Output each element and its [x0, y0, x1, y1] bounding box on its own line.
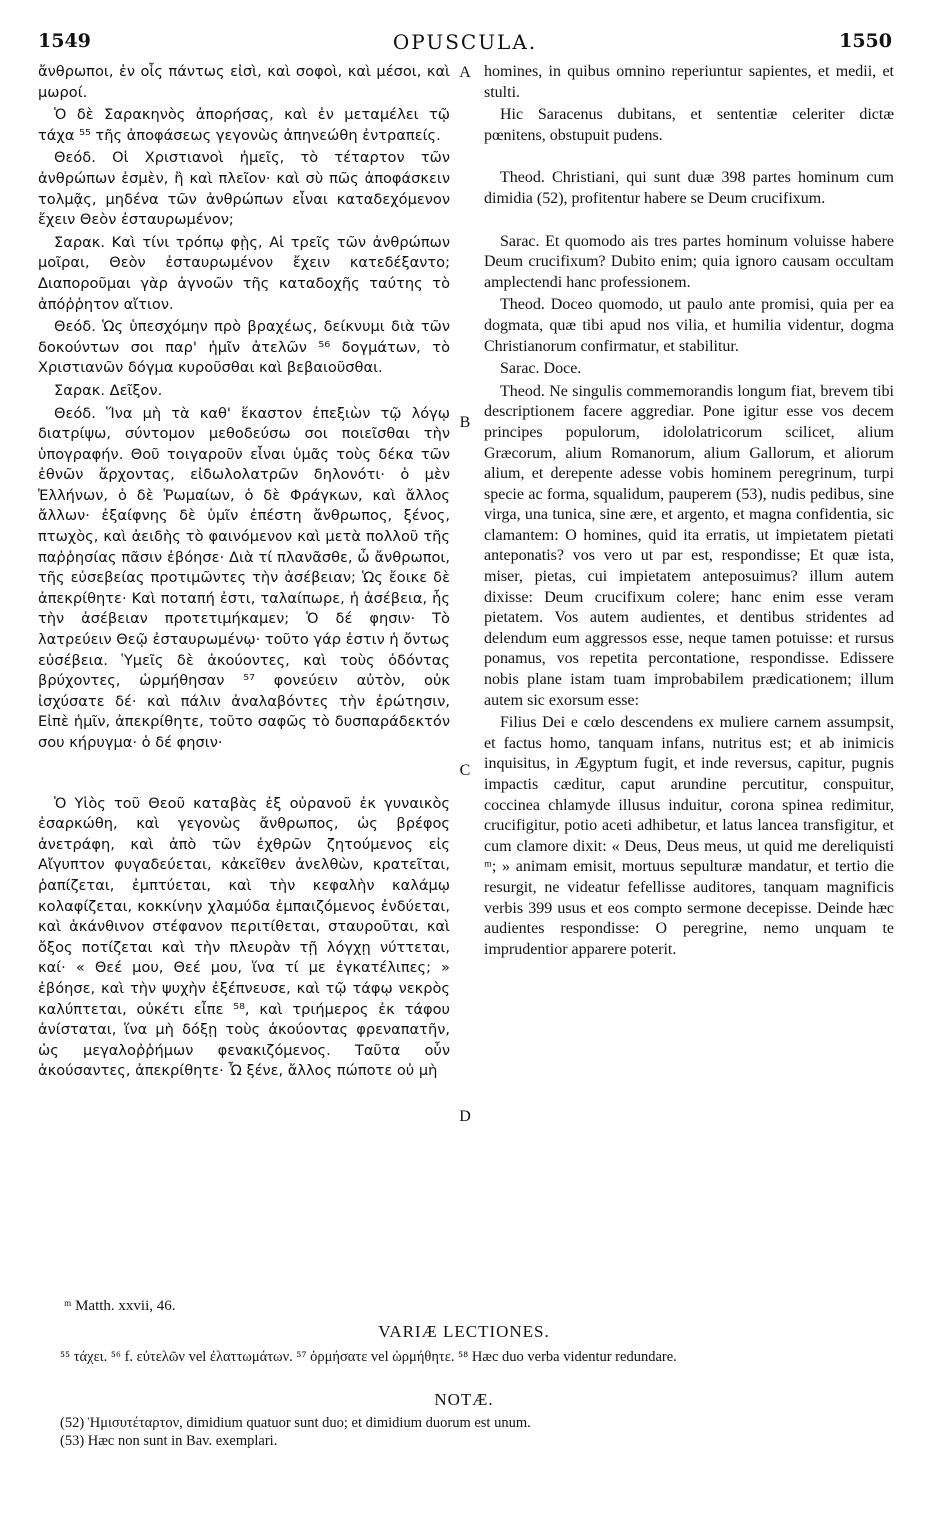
running-title: OPUSCULA.	[392, 30, 538, 54]
margin-marker-c: C	[459, 762, 471, 779]
variae-lectiones-text	[60, 1348, 892, 1366]
note-line: (53) Hæc non sunt in Bav. exemplari.	[60, 1433, 278, 1449]
greek-paragraph: Σαρακ. Καὶ τίνι τρόπῳ φῂς, Αἱ τρεῖς τῶν ἀνθρώπων μοῖραι, Θεὸν ἐσταυρωμένον ἔχειν κατεδέξαντο; Διαποροῦμαι γὰρ ἀγνοῶν τῆς καταδοχῆς ταύτης τὸ ἀπόῤῥητον αἴτιον.	[38, 233, 450, 313]
greek-paragraph: Θεόδ. Ὡς ὑπεσχόμην πρὸ βραχέως, δείκνυμι διὰ τῶν δοκούντων σοι παρ' ἡμῖν ἀτελῶν ⁵⁶ δογμάτων, τὸ Χριστιανῶν δόγμα κυροῦσθαι καὶ βεβαιοῦσθαι.	[38, 318, 450, 377]
greek-paragraph: Σαρακ. Δεῖξον.	[54, 381, 163, 399]
notae-title: NOTÆ.	[434, 1390, 494, 1409]
running-header	[38, 30, 892, 60]
note-line: (52) Ἡμισυτέταρτον, dimidium quatuor sunt duo; et dimidium duorum est unum.	[60, 1415, 531, 1431]
latin-column	[484, 62, 894, 1312]
footnote-scripture: ᵐ Matth. xxvii, 46.	[64, 1298, 176, 1314]
margin-marker-b: B	[459, 414, 471, 431]
greek-paragraph: Θεόδ. Ἵνα μὴ τὰ καθ' ἕκαστον ἐπεξιὼν τῷ λόγῳ διατρίψω, σύντομον μεθοδεύσω σοι ποιεῖσθαι τὴν ὑπογραφήν. Θοῦ τοιγαροῦν εἶναι ὑμᾶς τοὺς δέκα τῶν ἐθνῶν ἄρχοντας, εἰδωλολατρῶν δηλονότι· ὁ μὲν Ἑλλήνων, ὁ δὲ Ῥωμαίων, ὁ δὲ Φράγκων, καὶ ἄλλος ἄλλων· ἐξαίφνης δὲ ὑμῖν ἐπέστη ἄνθρωπος, ξένος, πτωχὸς, καὶ ἀειδὴς τὸ φαινόμενον καὶ μετὰ πολλοῦ τῆς παῤῥησίας πᾶσιν ἐβόησε· Διὰ τί πλανᾶσθε, ὦ ἄνθρωποι, τῆς εὐσεβείας προτιμῶντες τὴν ἀσέβειαν; Ὡς ἔοικε δὲ ἀπεκρίθητε· Καὶ ποταπή ἐστι, ταλαίπωρε, ἡ ἀσέβεια, ἧς τὴν ἀσέβειαν προτετιμήκαμεν; Ὁ δέ φησιν· Τὸ λατρεύειν Θεῷ ἐσταυρωμένῳ· τοῦτο γάρ ἐστιν ἡ ὄντως εὐσέβεια. Ὑμεῖς δὲ ἀκούοντες, καὶ τοὺς ὀδόντας βρύχοντες, ὡρμήθησαν ⁵⁷ φονεύειν αὐτὸν, οὐκ ἰσχύσατε δέ· καὶ πάλιν ἀναλαβόντες τὴν ἐρώτησιν, Εἰπὲ ἡμῖν, ἀπεκρίθητε, τοῦτο σαφῶς τὸ δυσπαράδεκτόν σου κήρυγμα· ὁ δέ φησιν·	[38, 404, 450, 751]
column-gap	[38, 756, 450, 794]
column-gap	[484, 148, 894, 168]
latin-paragraph: Theod. Christiani, qui sunt duæ 398 partes hominum cum dimidia (52), profitentur habere se Deum crucifixum.	[484, 169, 894, 207]
greek-paragraph: ἄνθρωποι, ἐν οἷς πάντως εἰσὶ, καὶ σοφοὶ, καὶ μέσοι, καὶ μωροί.	[38, 63, 450, 101]
page-number-left: 1549	[38, 30, 91, 52]
latin-paragraph: homines, in quibus omnino reperiuntur sapientes, et medii, et stulti.	[484, 63, 894, 101]
greek-paragraph: Θεόδ. Οἱ Χριστιανοὶ ἡμεῖς, τὸ τέταρτον τῶν ἀνθρώπων ἐσμὲν, ἢ καὶ πλεῖον· καὶ σὺ πῶς ἀποφάσκειν τολμᾷς, μηδένα τῶν ἀνθρώπων εἶναι καταδεχόμενον ἔχειν Θεὸν ἐσταυρωμένον;	[38, 149, 450, 229]
column-gap	[484, 212, 894, 232]
notae-text	[60, 1414, 892, 1450]
margin-marker-d: D	[459, 1108, 471, 1125]
latin-paragraph: Theod. Ne singulis commemorandis longum fiat, brevem tibi descriptionem facere aggrediar. Pone igitur esse vos decem principes populorum, idololatricorum scilicet, alium Græcorum, alium Romanorum, alium Gallorum, et aliorum alium, et derepente adesse vobis hominem peregrinum, turpi specie ac forma, squalidum, pauperem (53), nudis pedibus, sine virga, una tunica, sine ære, et argento, et magna confidentia, sic clamantem: O homines, quid ita erratis, ut impietatem pietati anteponatis? vos vero ut par est, respondisse; Et quæ ista, miser, pietas, cui impietatem anteposuimus? illum autem dixisse: Deum crucifixum colere; hanc enim esse veram pietatem. Vos autem audientes, et dentibus stridentes ad delendum eum aggressos esse, neque tamen potuisse: et rursus ponamus, vos repetita percontatione, respondisse. Edissere nobis plane istam tuam improbabilem prædicationem; illum autem sic exorsum esse:	[484, 382, 894, 709]
variae-lectiones-title: VARIÆ LECTIONES.	[378, 1322, 550, 1341]
latin-paragraph: Hic Saracenus dubitans, et sententiæ celeriter dictæ pœnitens, obstupuit pudens.	[484, 106, 894, 144]
latin-paragraph: Filius Dei e cœlo descendens ex muliere carnem assumpsit, et factus homo, tanquam infans, nutritus est; et ab inimicis inquisitus, in Ægyptum fugit, et inde reversus, capitur, pugnis impactis cæditur, caput arundine percutitur, conspuitur, coccinea chlamyde illusus induitur, corona spinea redimitur, crucifigitur, potio aceti adhibetur, et latus lancea transfigitur, et cum clamore dixit: « Deus, Deus meus, ut quid me dereliquisti ᵐ; » animam emisit, mortuus sepulturæ mandatur, et tertio die resurgit, ne videatur fefellisse auditores, tanquam magnificis verbis 399 usus et eos compto sermone decepisse. Deinde hæc audientes respondisse: O peregrine, nemo unquam te imprudentior apparere poterit.	[484, 714, 894, 958]
greek-paragraph: Ὁ δὲ Σαρακηνὸς ἀπορήσας, καὶ ἐν μεταμέλει τῷ τάχα ⁵⁵ τῆς ἀποφάσεως γεγονὼς ἀπηνεώθη ἐντραπείς.	[38, 106, 450, 144]
greek-column	[38, 62, 450, 1312]
latin-paragraph: Sarac. Doce.	[500, 360, 582, 378]
margin-marker-a: A	[459, 64, 471, 81]
latin-paragraph: Theod. Doceo quomodo, ut paulo ante promisi, quia per ea dogmata, quæ tibi apud nos vilia, et humilia videntur, dogma Christianorum confirmatur, et stabilitur.	[484, 296, 894, 355]
variant-reading-line: ⁵⁵ τάχει. ⁵⁶ f. εὐτελῶν vel ἐλαττωμάτων. ⁵⁷ ὁρμήσατε vel ὡρμήθητε. ⁵⁸ Hæc duo verba videntur redundare.	[60, 1349, 677, 1365]
latin-paragraph: Sarac. Et quomodo ais tres partes hominum voluisse habere Deum crucifixum? Dubito enim; quia ignoro causam occultam amplectendi hanc professionem.	[484, 232, 894, 291]
page-number-right: 1550	[839, 30, 892, 52]
greek-paragraph: Ὁ Υἱὸς τοῦ Θεοῦ καταβὰς ἐξ οὐρανοῦ ἐκ γυναικὸς ἐσαρκώθη, καὶ γεγονὼς ἄνθρωπος, ὡς βρέφος ἀνετράφη, καὶ ἀπὸ τῶν ἐχθρῶν ζητούμενος εἰς Αἴγυπτον φυγαδεύεται, κἀκεῖθεν ἀνελθὼν, κρατεῖται, ῥαπίζεται, ἐμπτύεται, καὶ τὴν κεφαλὴν καλάμῳ κολαφίζεται, κοκκίνην χλαμύδα ἐμπαιζόμενος ἐνδύεται, καὶ ἀκάνθινον στέφανον περιτίθεται, σταυροῦται, καὶ ὄξος ποτίζεται καὶ τὴν πλευρὰν τῇ λόγχῃ νύττεται, καί· « Θεέ μου, Θεέ μου, ἵνα τί με ἐγκατέλιπες; » ἐβόησε, καὶ τὴν ψυχὴν ἐξέπνευσε, καὶ τῷ τάφῳ νεκρὸς καλύπτεται, οὐκέτι εἶπε ⁵⁸, καὶ τριήμερος ἐκ τάφου ἀνίσταται, ἵνα μὴ δόξῃ τοὺς ἀκούοντας φρεναπατῆν, ὡς μεγαλοῤῥήμων φενακιζόμενος. Ταῦτα οὖν ἀκούσαντες, ἀπεκρίθητε· Ὦ ξένε, ἄλλος πώποτε οὐ μὴ	[38, 794, 450, 1080]
